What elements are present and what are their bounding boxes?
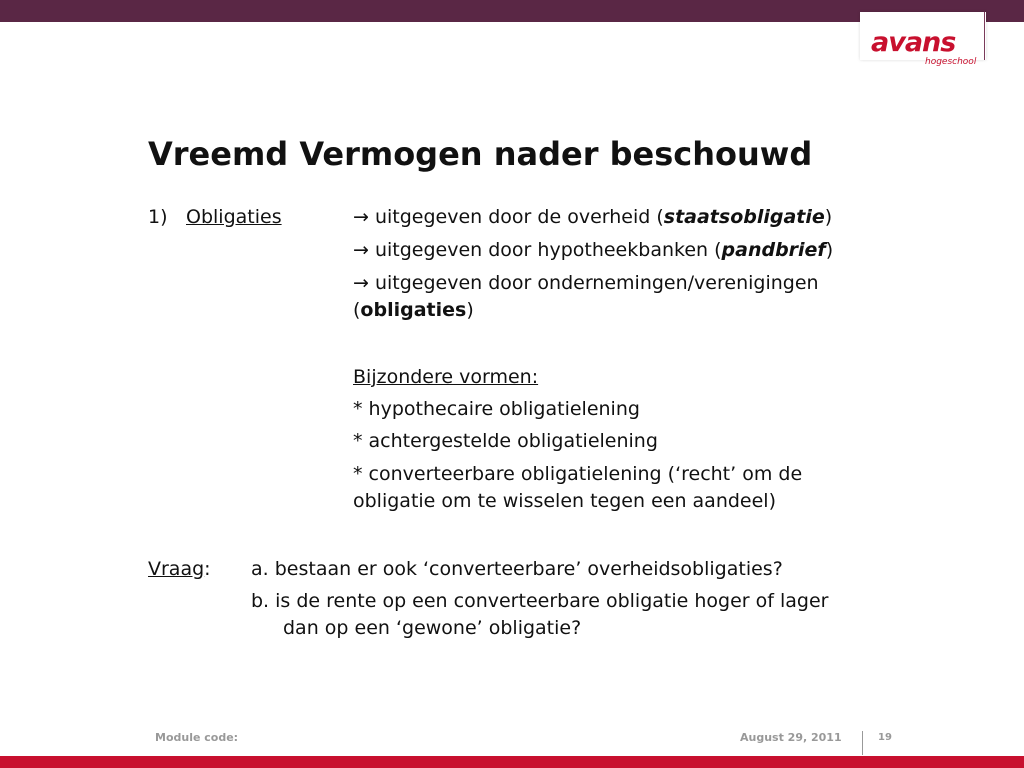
arrow-icon: → <box>353 206 369 228</box>
issuer-line-2: → uitgegeven door hypotheekbanken (pandbrief) <box>353 239 834 261</box>
issuer-line-1: → uitgegeven door de overheid (staatsobligatie) <box>353 206 833 228</box>
special-forms-heading: Bijzondere vormen: <box>353 366 539 388</box>
page-number: 19 <box>878 732 892 743</box>
term-staatsobligatie: staatsobligatie <box>663 206 825 228</box>
question-b: b. is de rente op een converteerbare obligatie hoger of lager <box>251 590 829 612</box>
item-label-obligaties: Obligaties <box>186 206 282 228</box>
term-pandbrief: pandbrief <box>721 239 826 261</box>
issuer-line-3-cont: (obligaties) <box>353 299 474 321</box>
special-form-item: * converteerbare obligatielening (‘recht’ om de <box>353 463 803 485</box>
slide-title: Vreemd Vermogen nader beschouwd <box>148 135 813 173</box>
bottom-bar <box>0 756 1024 768</box>
issuer-line-3: → uitgegeven door ondernemingen/verenigingen <box>353 272 819 294</box>
special-form-item: * hypothecaire obligatielening <box>353 398 640 420</box>
avans-logo-subtitle: hogeschool <box>925 57 977 67</box>
logo-divider <box>984 12 985 60</box>
term-obligaties: obligaties <box>360 299 467 321</box>
question-label: Vraag: <box>148 558 211 580</box>
special-form-item: * achtergestelde obligatielening <box>353 430 658 452</box>
arrow-icon: → <box>353 239 369 261</box>
footer-module-code: Module code: <box>155 731 239 744</box>
arrow-icon: → <box>353 272 369 294</box>
footer-date: August 29, 2011 <box>740 731 842 744</box>
question-b-cont: dan op een ‘gewone’ obligatie? <box>283 617 582 639</box>
footer-divider <box>862 731 863 755</box>
avans-logo: avans <box>871 27 956 58</box>
question-a: a. bestaan er ook ‘converteerbare’ overheidsobligaties? <box>251 558 783 580</box>
item-number: 1) <box>148 206 168 228</box>
special-form-item-cont: obligatie om te wisselen tegen een aandeel) <box>353 490 777 512</box>
